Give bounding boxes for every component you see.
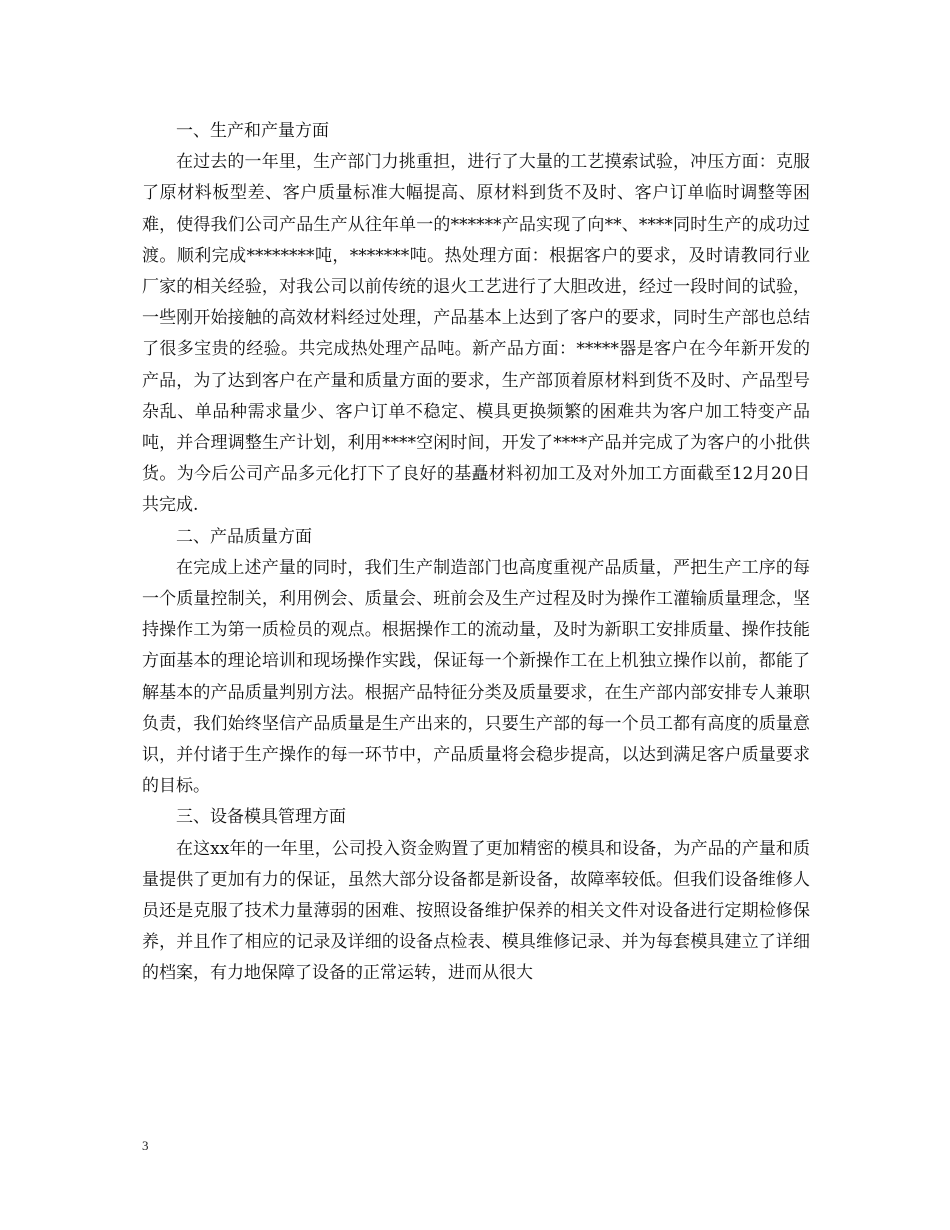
- page-number: 3: [142, 1138, 149, 1153]
- section-body-equipment: 在这xx年的一年里，公司投入资金购置了更加精密的模具和设备，为产品的产量和质量提供了更加有力的保证，虽然大部分设备都是新设备，故障率较低。但我们设备维修人员还是克服了技术力量薄弱的困难、按照设备维护保养的相关文件对设备进行定期检修保养，并且作了相应的记录及详细的设备点检表、模具维修记录、并为每套模具建立了详细的档案，有力地保障了设备的正常运转，进而从很大: [142, 838, 810, 984]
- section-heading-quality: 二、产品质量方面: [176, 526, 312, 547]
- section-body-quality: 在完成上述产量的同时，我们生产制造部门也高度重视产品质量，严把生产工序的每一个质量控制关，利用例会、质量会、班前会及生产过程及时为操作工灌输质量理念，坚持操作工为第一质检员的观点。根据操作工的流动量，及时为新职工安排质量、操作技能方面基本的理论培训和现场操作实践，保证每一个新操作工在上机独立操作以前，都能了解基本的产品质量判别方法。根据产品特征分类及质量要求，在生产部内部安排专人兼职负责，我们始终坚信产品质量是生产出来的，只要生产部的每一个员工都有高度的质量意识，并付诸于生产操作的每一环节中，产品质量将会稳步提高，以达到满足客户质量要求的目标。: [142, 557, 810, 797]
- section-heading-equipment: 三、设备模具管理方面: [176, 807, 346, 828]
- section-heading-production: 一、生产和产量方面: [176, 121, 329, 141]
- section-body-production: 在过去的一年里，生产部门力挑重担，进行了大量的工艺摸索试验，冲压方面：克服了原材料板型差、客户质量标准大幅提高、原材料到货不及时、客户订单临时调整等困难，使得我们公司产品生产从往年单一的******产品实现了向**、****同时生产的成功过渡。顺利完成********吨，*******吨。热处理方面：根据客户的要求，及时请教同行业厂家的相关经验，对我公司以前传统的退火工艺进行了大胆改进，经过一段时间的试验，一些刚开始接触的高效材料经过处理，产品基本上达到了客户的要求，同时生产部也总结了很多宝贵的经验。共完成热处理产品吨。新产品方面：*****器是客户在今年新开发的产品，为了达到客户在产量和质量方面的要求，生产部顶着原材料到货不及时、产品型号杂乱、单品种需求量少、客户订单不稳定、模具更换频繁的困难共为客户加工特变产品吨，并合理调整生产计划，利用****空闲时间，开发了****产品并完成了为客户的小批供货。为今后公司产品多元化打下了良好的基矗材料初加工及对外加工方面截至12月20日共完成.: [142, 152, 810, 516]
- document-body: [142, 116, 810, 990]
